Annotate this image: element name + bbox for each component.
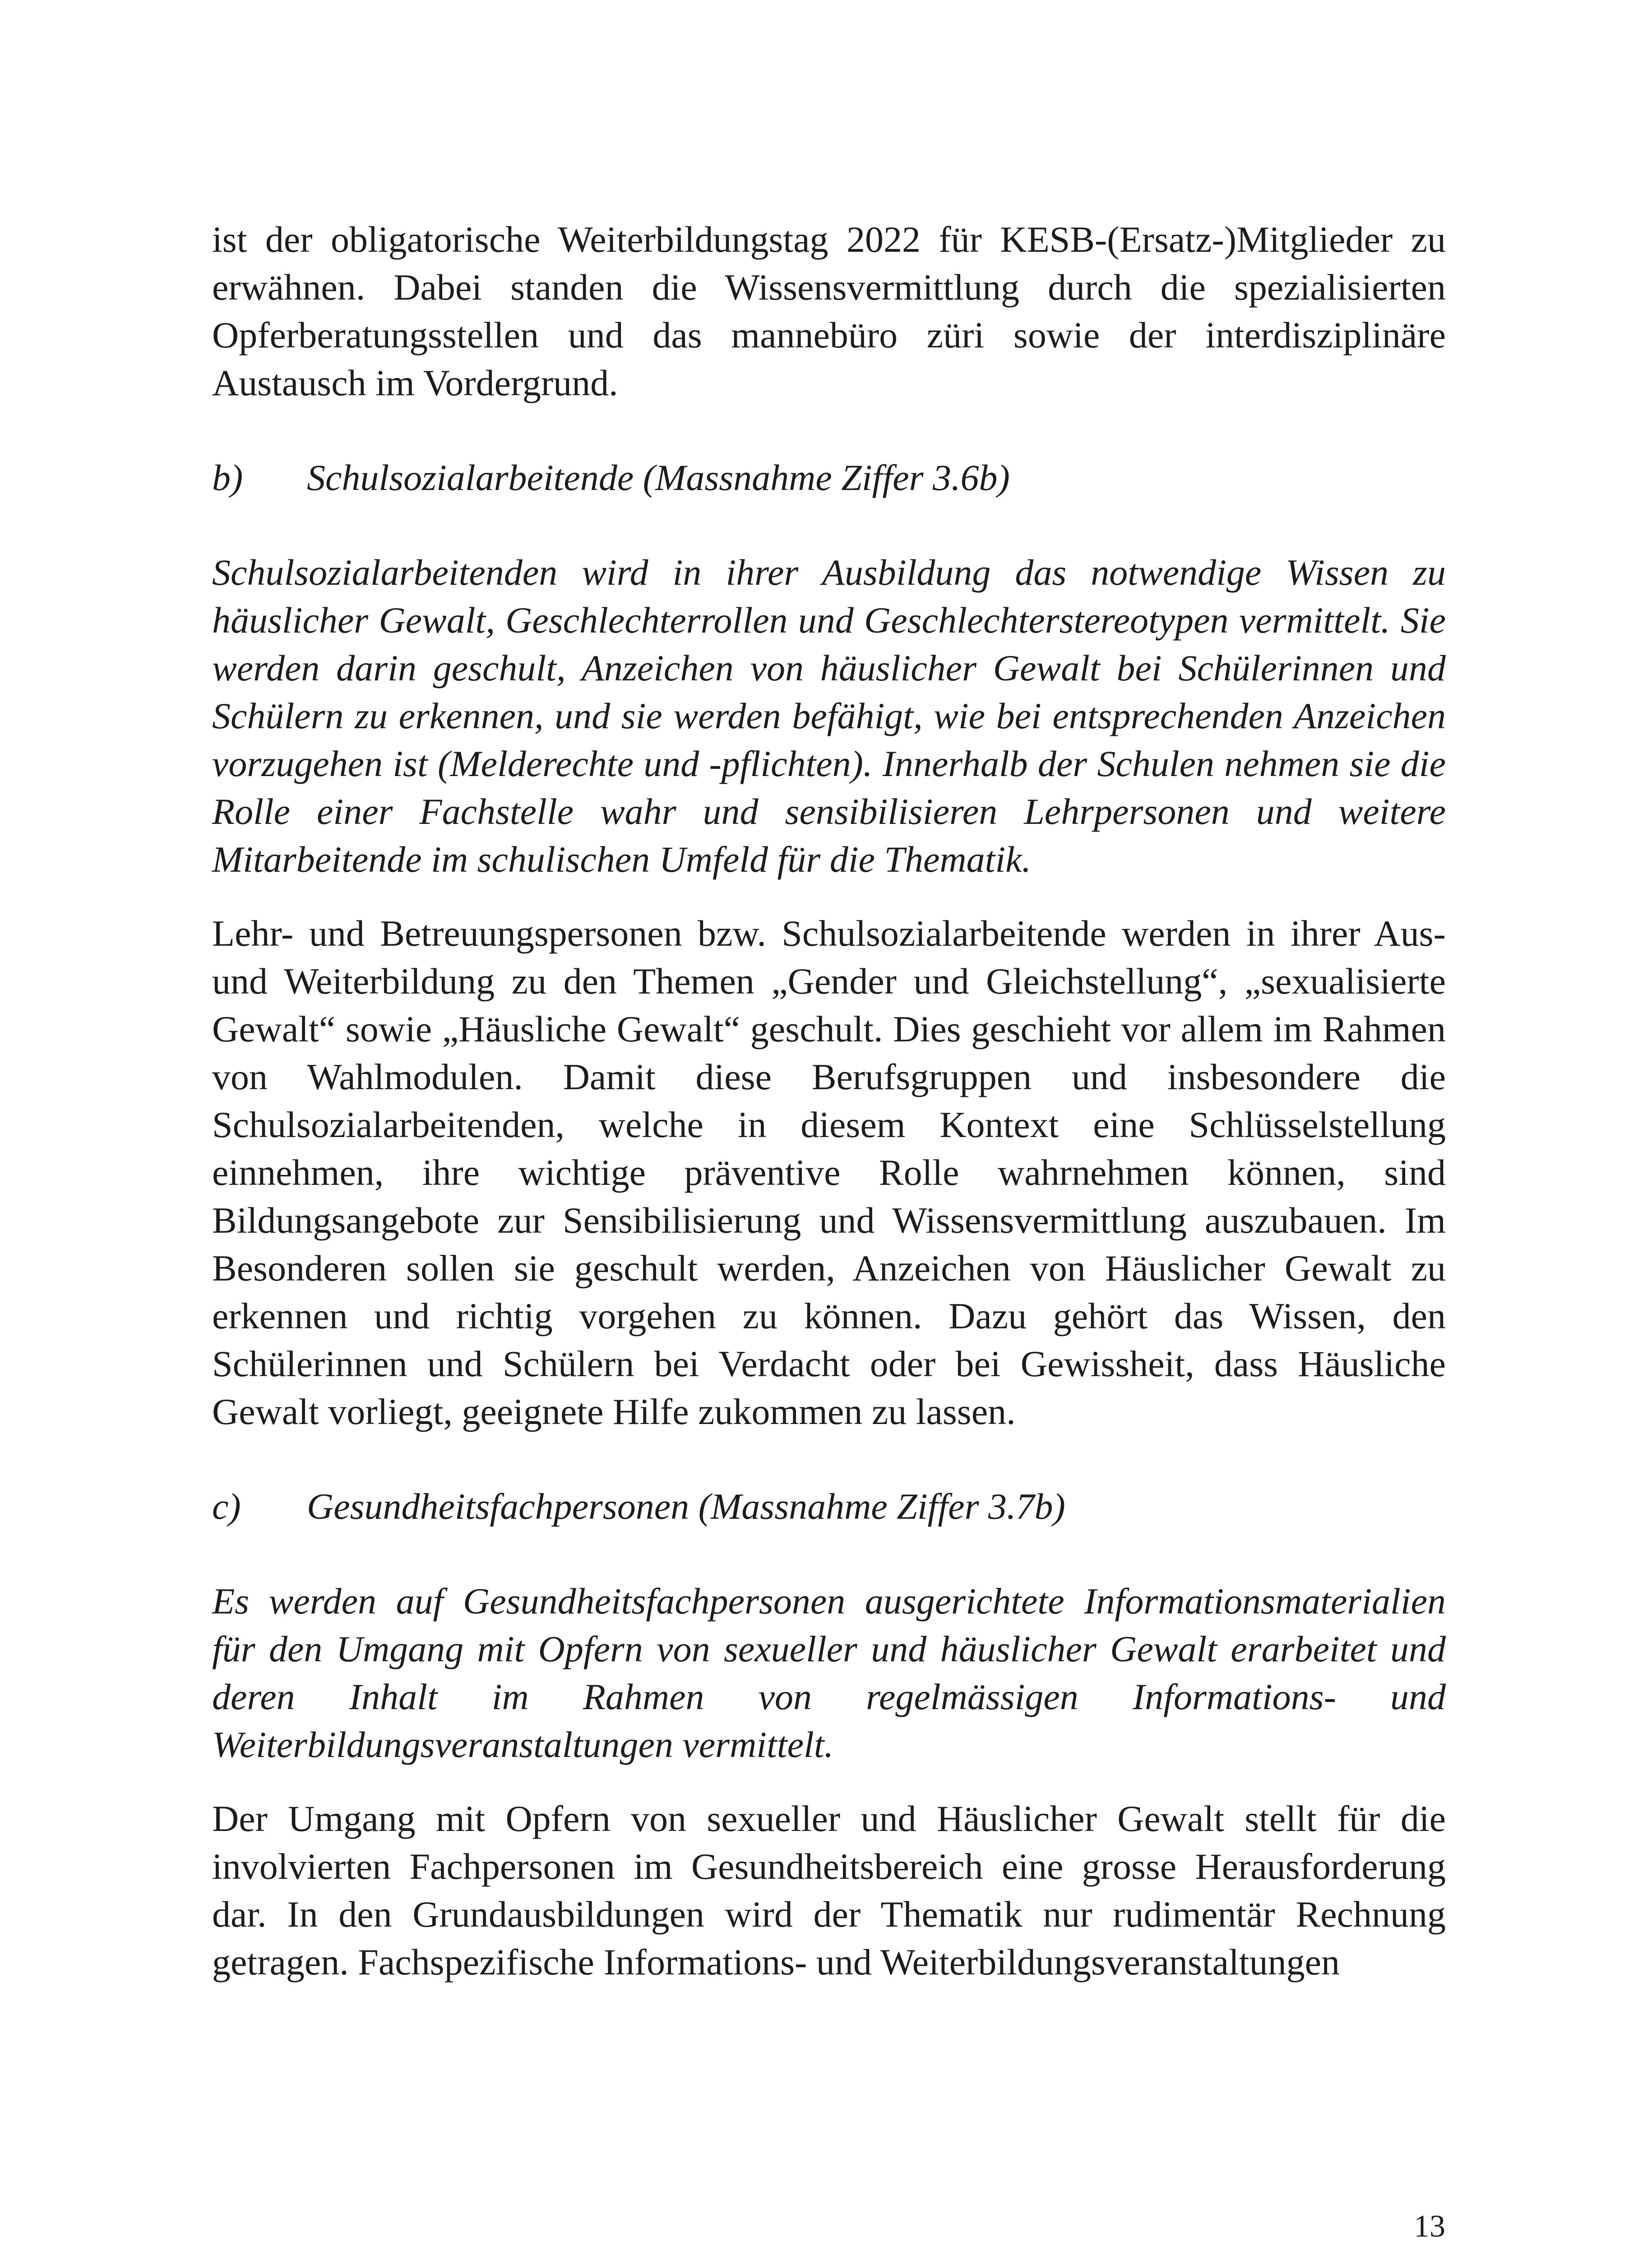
page-number: 13: [1414, 2209, 1445, 2244]
section-c-letter: c): [212, 1486, 241, 1527]
section-b-letter: b): [212, 457, 243, 498]
section-c-title: Gesundheitsfachpersonen (Massnahme Ziffer 3.7b): [307, 1486, 1065, 1527]
section-c-heading: [212, 1483, 1446, 1530]
section-b-measure: Schulsozialarbeitenden wird in ihrer Ausbildung das notwendige Wissen zu häuslicher Gewalt, Geschlechterrollen und Geschlechterstereotypen vermittelt. Sie werden darin geschult, Anzeichen von häuslicher Gewalt bei Schülerinnen und Schülern zu erkennen, und sie werden befähigt, wie bei entsprechenden Anzeichen vorzugehen ist (Melderechte und -pflichten). Innerhalb der Schulen nehmen sie die Rolle einer Fachstelle wahr und sensibilisieren Lehrpersonen und weitere Mitarbeitende im schulischen Umfeld für die Thematik.: [212, 552, 1446, 880]
intro-paragraph: ist der obligatorische Weiterbildungstag 2022 für KESB-(Ersatz-)Mitglieder zu erwähnen. Dabei standen die Wissensvermittlung durch die spezialisierten Opferberatungsstellen und das mannebüro züri sowie der interdisziplinäre Austausch im Vordergrund.: [212, 219, 1446, 403]
section-c-measure: Es werden auf Gesundheitsfachpersonen ausgerichtete Informationsmaterialien für den Umgang mit Opfern von sexueller und häuslicher Gewalt erarbeitet und deren Inhalt im Rahmen von regelmässigen Informations- und Weiterbildungsveranstaltungen vermittelt.: [212, 1581, 1446, 1765]
section-c-body: Der Umgang mit Opfern von sexueller und Häuslicher Gewalt stellt für die involvierten Fachpersonen im Gesundheitsbereich eine grosse Herausforderung dar. In den Grundausbildungen wird der Thematik nur rudimentär Rechnung getragen. Fachspezifische Informations- und Weiterbildungsveranstaltungen: [212, 1798, 1446, 1983]
page-content: [212, 216, 1446, 1986]
section-b-body: Lehr- und Betreuungspersonen bzw. Schulsozialarbeitende werden in ihrer Aus- und Weiterbildung zu den Themen „Gender und Gleichstellung“, „sexualisierte Gewalt“ sowie „Häusliche Gewalt“ geschult. Dies geschieht vor allem im Rahmen von Wahlmodulen. Damit diese Berufsgruppen und insbesondere die Schulsozialarbeitenden, welche in diesem Kontext eine Schlüsselstellung einnehmen, ihre wichtige präventive Rolle wahrnehmen können, sind Bildungsangebote zur Sensibilisierung und Wissensvermittlung auszubauen. Im Besonderen sollen sie geschult werden, Anzeichen von Häuslicher Gewalt zu erkennen und richtig vorgehen zu können. Dazu gehört das Wissen, den Schülerinnen und Schülern bei Verdacht oder bei Gewissheit, dass Häusliche Gewalt vorliegt, geeignete Hilfe zukommen zu lassen.: [212, 913, 1446, 1432]
section-b-heading: [212, 454, 1446, 502]
section-b-title: Schulsozialarbeitende (Massnahme Ziffer 3.6b): [307, 457, 1010, 498]
